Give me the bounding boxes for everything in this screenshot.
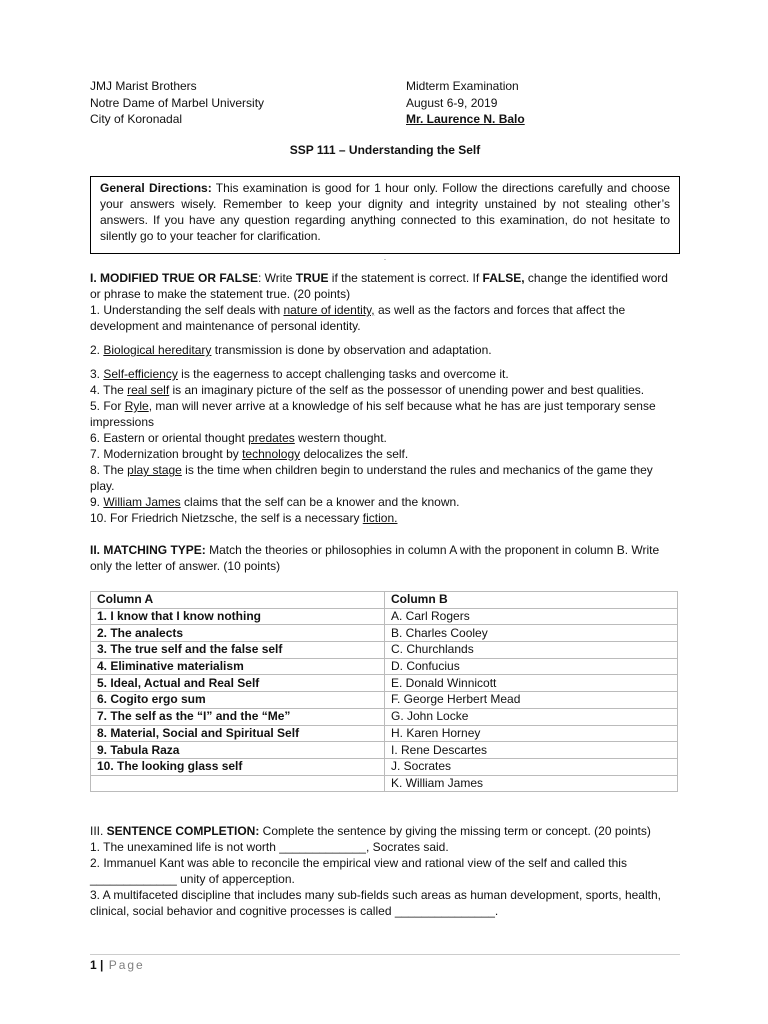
column-a-cell: 9. Tabula Raza	[91, 742, 385, 759]
column-a-cell: 2. The analects	[91, 625, 385, 642]
section-3-prefix: III.	[90, 824, 107, 839]
tf-item-10	[90, 510, 680, 526]
school-line-1: JMJ Marist Brothers	[90, 79, 197, 93]
general-directions-box	[90, 176, 680, 254]
table-row	[91, 708, 678, 725]
false-word: FALSE,	[482, 271, 525, 285]
table-row	[91, 675, 678, 692]
exam-date: August 6-9, 2019	[406, 95, 498, 110]
tf-item-9	[90, 494, 680, 510]
column-a-header: Column A	[91, 592, 385, 609]
table-row	[91, 758, 678, 775]
section-2-intro: Match the theories or philosophies in column A with the proponent in column B. Write only the letter of answer. (10 points)	[90, 543, 660, 573]
page-number: 1 |	[90, 958, 104, 972]
tf-item-underlined: Ryle	[124, 399, 149, 413]
tf-item-text: 4. The	[90, 383, 128, 397]
tf-item-1	[90, 302, 680, 334]
exam-name: Midterm Examination	[406, 79, 519, 93]
tf-item-5	[90, 398, 680, 430]
column-a-cell: 10. The looking glass self	[91, 758, 385, 775]
completion-item-1: 1. The unexamined life is not worth _____________, Socrates said.	[90, 840, 449, 855]
table-row	[91, 625, 678, 642]
course-title: SSP 111 – Understanding the Self	[289, 143, 481, 157]
column-b-cell: J. Socrates	[385, 758, 678, 775]
column-a-cell	[91, 775, 385, 792]
school-line-2: Notre Dame of Marbel University	[90, 95, 265, 110]
column-b-cell: D. Confucius	[385, 658, 678, 675]
tf-item-text: is the eagerness to accept challenging tasks and overcome it.	[177, 367, 509, 381]
column-b-cell: K. William James	[385, 775, 678, 792]
directions-text: This examination is good for 1 hour only. Follow the directions carefully and choose your answers wisely. Remember to keep your dignity and integrity unstained by not stealing other’s answers. If you have any question regarding anything connected to this examination, do not hesitate to silently go to your teacher for clarification.	[100, 181, 671, 243]
column-b-cell: G. John Locke	[385, 708, 678, 725]
document-header	[90, 78, 680, 128]
directions-label: General Directions:	[100, 181, 212, 195]
tf-item-text: 2.	[90, 343, 104, 357]
section-2-heading	[90, 542, 680, 574]
tf-item-text: 8. The	[90, 463, 128, 477]
column-b-cell: B. Charles Cooley	[385, 625, 678, 642]
school-info	[90, 78, 264, 128]
tf-item-text: transmission is done by observation and adaptation.	[211, 343, 492, 357]
exam-info	[406, 78, 525, 128]
tf-item-text: as well as the factors and forces that affect the development and maintenance of personal identity.	[90, 303, 626, 333]
stray-mark: ·	[383, 254, 387, 264]
table-header-row	[91, 592, 678, 609]
tf-item-4	[90, 382, 680, 398]
page-footer	[90, 954, 680, 973]
instructor-name: Mr. Laurence N. Balo	[406, 112, 525, 126]
table-row	[91, 725, 678, 742]
column-a-cell: 5. Ideal, Actual and Real Self	[91, 675, 385, 692]
tf-item-7	[90, 446, 680, 462]
tf-item-text: 9.	[90, 495, 104, 509]
column-a-cell: 6. Cogito ergo sum	[91, 692, 385, 709]
table-row	[91, 642, 678, 659]
tf-item-text: 3.	[90, 367, 104, 381]
column-b-header: Column B	[385, 592, 678, 609]
tf-item-underlined: William James	[103, 495, 181, 509]
tf-item-underlined: play stage	[127, 463, 182, 477]
table-row	[91, 658, 678, 675]
tf-item-text: 6. Eastern or oriental thought	[90, 431, 249, 445]
column-b-cell: E. Donald Winnicott	[385, 675, 678, 692]
column-a-cell: 4. Eliminative materialism	[91, 658, 385, 675]
column-b-cell: F. George Herbert Mead	[385, 692, 678, 709]
tf-item-text: , man will never arrive at a knowledge of his self because what he has are just temporary sense impressions	[90, 399, 656, 429]
tf-item-underlined: predates	[248, 431, 295, 445]
tf-item-3	[90, 366, 680, 382]
column-a-cell: 3. The true self and the false self	[91, 642, 385, 659]
tf-item-underlined: fiction.	[362, 511, 398, 525]
tf-item-text: is the time when children begin to understand the rules and mechanics of the game they play.	[90, 463, 653, 493]
tf-item-underlined: Biological hereditary	[103, 343, 212, 357]
section-3-intro: Complete the sentence by giving the missing term or concept. (20 points)	[259, 824, 651, 839]
tf-item-8	[90, 462, 680, 494]
tf-item-text: 10. For Friedrich Nietzsche, the self is a necessary	[90, 511, 363, 525]
column-b-cell: I. Rene Descartes	[385, 742, 678, 759]
tf-item-text: is an imaginary picture of the self as the possessor of unending power and best qualities.	[169, 383, 645, 397]
completion-item-2: 2. Immanuel Kant was able to reconcile the empirical view and rational view of the self and called this _____________ unity of apperception.	[90, 856, 627, 887]
column-b-cell: A. Carl Rogers	[385, 608, 678, 625]
tf-item-6	[90, 430, 680, 446]
section-1-intro-c: change the identified word or phrase to make the statement true. (20 points)	[90, 271, 668, 301]
tf-item-text: delocalizes the self.	[300, 447, 409, 461]
completion-item-3: 3. A multifaceted discipline that includes many sub-fields such areas as human development, sports, health, clinical, social behavior and cognitive processes is called _______________.	[90, 888, 661, 919]
matching-table	[90, 591, 678, 792]
section-1-label: I. MODIFIED TRUE OR FALSE	[90, 271, 259, 285]
table-row	[91, 742, 678, 759]
section-1-heading	[90, 270, 680, 302]
section-3-heading	[90, 823, 680, 839]
section-1-intro-b: if the statement is correct. If	[328, 271, 483, 285]
section-1-intro-a: : Write	[258, 271, 296, 285]
column-b-cell: C. Churchlands	[385, 642, 678, 659]
section-3-label: SENTENCE COMPLETION:	[106, 824, 260, 839]
tf-item-text: western thought.	[294, 431, 387, 445]
tf-item-2	[90, 342, 680, 358]
tf-item-underlined: real self	[127, 383, 170, 397]
column-a-cell: 7. The self as the “I” and the “Me”	[91, 708, 385, 725]
page-label: Page	[103, 958, 145, 972]
school-line-3: City of Koronadal	[90, 112, 183, 126]
tf-item-text: claims that the self can be a knower and the known.	[180, 495, 460, 509]
tf-item-underlined: technology	[242, 447, 301, 461]
section-2-label: II. MATCHING TYPE:	[90, 543, 206, 557]
column-b-cell: H. Karen Horney	[385, 725, 678, 742]
column-a-cell: 8. Material, Social and Spiritual Self	[91, 725, 385, 742]
tf-item-underlined: Self-efficiency	[103, 367, 178, 381]
tf-item-text: 7. Modernization brought by	[90, 447, 243, 461]
tf-item-text: 1. Understanding the self deals with	[90, 303, 284, 317]
column-a-cell: 1. I know that I know nothing	[91, 608, 385, 625]
table-row	[91, 692, 678, 709]
table-row	[91, 608, 678, 625]
tf-item-text: 5. For	[90, 399, 125, 413]
true-word: TRUE	[295, 271, 329, 285]
exam-page	[90, 78, 680, 919]
table-row	[91, 775, 678, 792]
tf-item-underlined: nature of identity,	[283, 303, 375, 317]
